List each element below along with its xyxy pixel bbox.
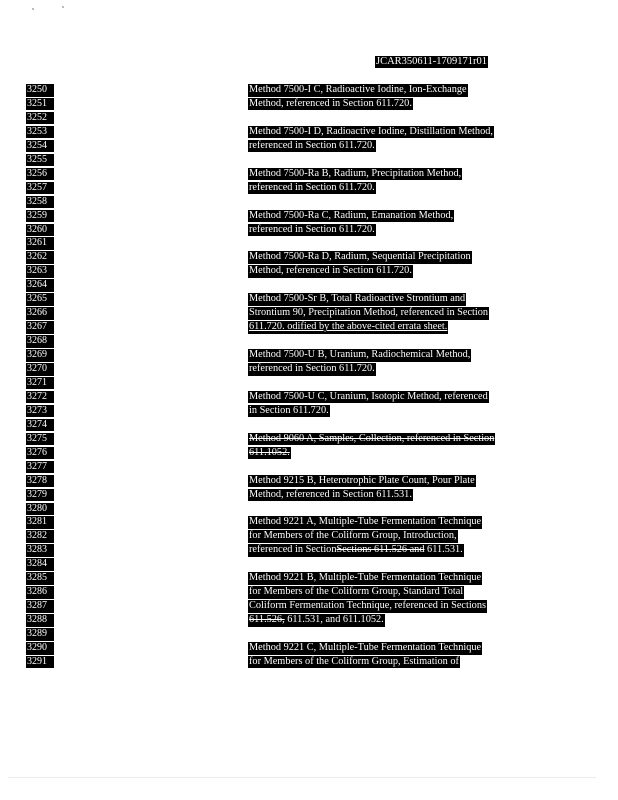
struck-text: 611.526,: [249, 614, 285, 626]
line-number: 3272: [26, 391, 54, 404]
line-number: 3273: [26, 405, 54, 418]
line-number: 3260: [26, 224, 54, 237]
struck-text: Sections 611.526 and: [336, 544, 425, 556]
page-bottom-rule: [8, 777, 596, 778]
line-number: 3266: [26, 307, 54, 320]
text-segment: Strontium 90, Precipitation Method, referenced in Section: [249, 307, 489, 319]
line-number: 3263: [26, 265, 54, 278]
text-line: [248, 126, 494, 139]
line-number: 3279: [26, 489, 54, 502]
underlined-text: 611.720. odified by the above-cited errata sheet.: [249, 321, 448, 333]
struck-text: 611.1052.: [249, 446, 290, 458]
line-number: 3252: [26, 112, 54, 125]
line-number: 3285: [26, 572, 54, 585]
scan-artifact: [62, 6, 64, 8]
line-number: 3289: [26, 628, 54, 641]
text-segment: referenced in Section 611.720.: [249, 181, 375, 193]
text-segment: 611.531.: [424, 544, 463, 556]
text-line: [248, 544, 464, 557]
line-number: 3261: [26, 237, 54, 250]
text-segment: Method 7500-U C, Uranium, Isotopic Method, referenced: [249, 390, 488, 402]
line-number: 3282: [26, 530, 54, 543]
text-segment: Method, referenced in Section 611.720.: [249, 265, 412, 277]
text-segment: Method 9215 B, Heterotrophic Plate Count, Pour Plate: [249, 474, 475, 486]
line-number: 3284: [26, 558, 54, 571]
text-segment: Method, referenced in Section 611.720.: [249, 97, 412, 109]
text-line: [248, 210, 454, 223]
scan-artifact: [32, 8, 34, 10]
text-line: [248, 572, 482, 585]
text-segment: Method 7500-Ra C, Radium, Emanation Method,: [249, 209, 454, 221]
line-number: 3250: [26, 84, 54, 97]
text-line: [248, 321, 448, 334]
text-line: [248, 182, 376, 195]
line-number: 3251: [26, 98, 54, 111]
text-segment: for Members of the Coliform Group, Standard Total: [249, 586, 464, 598]
text-segment: Method 9221 B, Multiple-Tube Fermentation Technique: [249, 572, 482, 584]
text-line: [248, 391, 489, 404]
line-number: 3274: [26, 419, 54, 432]
line-number: 3287: [26, 600, 54, 613]
text-line: [248, 656, 460, 669]
text-line: [248, 140, 376, 153]
line-number: 3286: [26, 586, 54, 599]
text-segment: referenced in Section 611.720.: [249, 363, 375, 374]
text-line: [248, 642, 482, 655]
text-segment: referenced in Section 611.720.: [249, 223, 375, 235]
line-number: 3256: [26, 168, 54, 181]
text-segment: Method 7500-I D, Radioactive Iodine, Distillation Method,: [249, 125, 493, 137]
text-segment: Coliform Fermentation Technique, referenced in Sections: [249, 600, 486, 612]
text-line: [248, 349, 471, 362]
text-line: [248, 84, 468, 97]
text-segment: Method 7500-U B, Uranium, Radiochemical Method,: [249, 349, 471, 361]
text-segment: Method 9221 C, Multiple-Tube Fermentation Technique: [249, 642, 482, 653]
line-number: 3290: [26, 642, 54, 655]
line-number: 3275: [26, 433, 54, 446]
text-segment: Method, referenced in Section 611.531.: [249, 488, 412, 500]
text-segment: Method 7500-I C, Radioactive Iodine, Ion-Exchange: [249, 84, 467, 95]
text-segment: for Members of the Coliform Group, Introduction,: [249, 530, 457, 542]
line-number: 3255: [26, 154, 54, 167]
text-line: [248, 405, 330, 418]
text-line: [248, 363, 376, 376]
text-segment: Method 7500-Sr B, Total Radioactive Strontium and: [249, 293, 466, 305]
text-line: [248, 489, 413, 502]
line-number: 3254: [26, 140, 54, 153]
text-line: [248, 530, 458, 543]
text-line: [248, 516, 482, 529]
text-segment: Method 7500-Ra D, Radium, Sequential Precipitation: [249, 251, 471, 263]
text-line: [248, 98, 413, 111]
line-number: 3277: [26, 461, 54, 474]
text-line: [248, 475, 476, 488]
struck-text: Method 9060 A, Samples, Collection, referenced in Section: [249, 432, 495, 444]
text-line: [248, 224, 376, 237]
text-segment: referenced in Section: [249, 544, 337, 556]
line-number: 3270: [26, 363, 54, 376]
text-segment: referenced in Section 611.720.: [249, 139, 375, 151]
line-number: 3271: [26, 377, 54, 390]
text-segment: 611.531, and 611.1052.: [284, 614, 384, 626]
text-line: [248, 251, 472, 264]
text-line: [248, 447, 291, 460]
line-number: 3283: [26, 544, 54, 557]
text-segment: in Section 611.720.: [249, 404, 329, 416]
line-number: 3259: [26, 210, 54, 223]
line-number: 3253: [26, 126, 54, 139]
line-number: 3262: [26, 251, 54, 264]
line-number: 3268: [26, 335, 54, 348]
line-number: 3264: [26, 279, 54, 292]
line-number: 3267: [26, 321, 54, 334]
line-number: 3291: [26, 656, 54, 669]
line-number: 3280: [26, 503, 54, 516]
document-id-header: JCAR350611-1709171r01: [376, 56, 488, 67]
text-segment: Method 7500-Ra B, Radium, Precipitation Method,: [249, 167, 462, 179]
text-line: [248, 307, 489, 320]
line-number: 3276: [26, 447, 54, 460]
line-number: 3258: [26, 196, 54, 209]
line-number: 3278: [26, 475, 54, 488]
line-number: 3265: [26, 293, 54, 306]
text-segment: Method 9221 A, Multiple-Tube Fermentation Technique: [249, 516, 482, 528]
text-segment: for Members of the Coliform Group, Estimation of: [249, 655, 459, 667]
text-line: [248, 614, 385, 627]
line-number: 3288: [26, 614, 54, 627]
text-line: [248, 265, 413, 278]
text-line: [248, 586, 464, 599]
text-line: [248, 293, 466, 306]
text-line: [248, 168, 462, 181]
line-number: 3269: [26, 349, 54, 362]
text-line: [248, 600, 487, 613]
text-line: [248, 433, 495, 446]
line-number: 3257: [26, 182, 54, 195]
line-number: 3281: [26, 516, 54, 529]
